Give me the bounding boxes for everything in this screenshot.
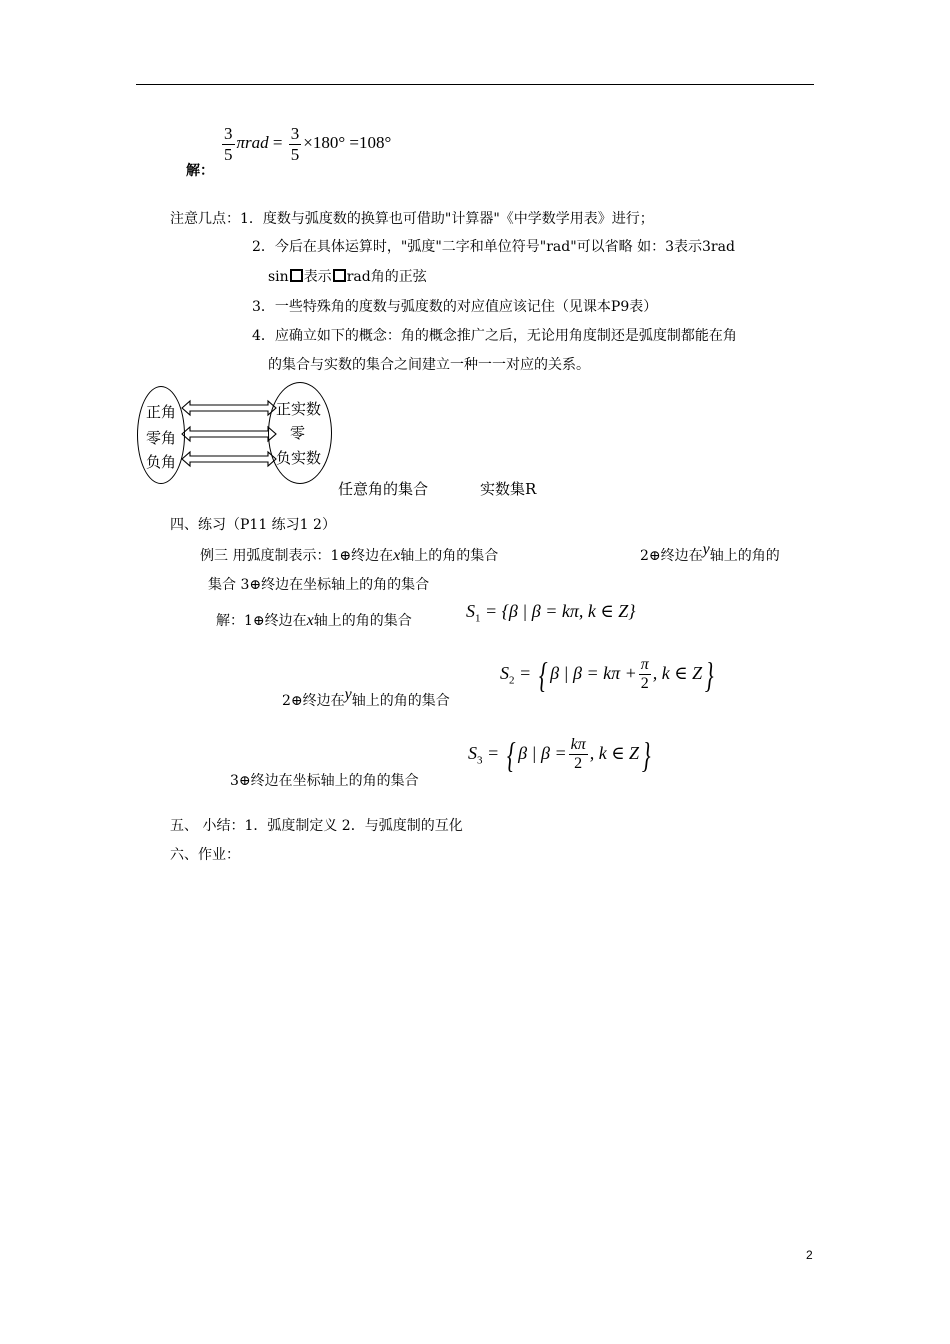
s2-symbol: S: [500, 663, 509, 684]
left-brace: {: [538, 654, 548, 695]
y-variable: y: [702, 541, 710, 558]
left-item-positive-angle: 正角: [146, 403, 177, 421]
solution1-text: [216, 610, 412, 630]
double-arrow-icon: [182, 427, 276, 441]
s2-pre: β | β = kπ +: [550, 663, 637, 684]
header-rule: [136, 84, 814, 85]
ex-text-c: 2⊕终边在: [640, 548, 703, 564]
s1-body: = {β | β = kπ, k ∈ Z}: [485, 601, 636, 621]
x-variable: x: [306, 612, 314, 629]
example3-line1: [200, 545, 498, 565]
s3-symbol: S: [468, 743, 477, 764]
example3-line1-right: [640, 541, 780, 565]
sol2-text-a: 2⊕终边在: [282, 693, 345, 709]
right-item-zero: 零: [290, 424, 306, 442]
note-4b: 的集合与实数的集合之间建立一种一一对应的关系。: [268, 357, 590, 373]
sol1-text-b: 轴上的角的集合: [313, 613, 412, 629]
placeholder-box: [333, 269, 346, 282]
equals-1: =: [272, 132, 283, 152]
s2-frac-num: π: [639, 656, 651, 675]
set-s3-formula: $S_3$ = { β | β = $\frac{k\pi}{2}$ , k ∈ Z}: [468, 734, 651, 775]
equals-108: =108°: [349, 132, 392, 152]
correspondence-arrows: [180, 396, 280, 472]
right-item-negative-real: 负实数: [276, 449, 322, 467]
sol2-text-b: 轴上的角的集合: [351, 693, 450, 709]
frac2-num: 3: [290, 124, 300, 143]
s3-post: , k ∈ Z: [589, 743, 640, 764]
note-1: 注意几点：1．度数与弧度数的换算也可借助"计算器"《中学数学用表》进行；: [170, 211, 654, 227]
ex-text-a: 例三 用弧度制表示：1⊕终边在: [200, 548, 394, 564]
note-3: 3．一些特殊角的度数与弧度数的对应值应该记住（见课本P9表）: [252, 299, 658, 315]
right-brace: }: [704, 654, 714, 695]
note-2: 2．今后在具体运算时，"弧度"二字和单位符号"rad"可以省略 如：3表示3rad: [252, 239, 735, 255]
pi-rad: πrad: [236, 132, 269, 152]
solution-label: 解：: [186, 163, 214, 179]
note-2b: [268, 266, 427, 286]
represents-text: 表示: [303, 269, 332, 285]
left-item-negative-angle: 负角: [146, 453, 177, 471]
double-arrow-icon: [182, 401, 276, 415]
x-variable: x: [393, 547, 401, 564]
ex-text-d: 轴上的角的: [709, 548, 780, 564]
frac2-den: 5: [290, 144, 300, 164]
caption-angle-set: 任意角的集合: [338, 480, 429, 498]
set-s2-formula: $S_2$ = { β | β = kπ + $\frac{\pi}{2}$ , k ∈ Z}: [500, 654, 714, 695]
rad-sine-text: rad角的正弦: [346, 269, 427, 285]
sol1-text-a: 解：1⊕终边在: [216, 613, 307, 629]
sin-text: sin: [268, 269, 289, 285]
page-number: 2: [806, 1248, 813, 1262]
s3-subscript: 3: [477, 754, 483, 767]
s3-frac-num: kπ: [569, 736, 588, 755]
section6-homework: 六、作业：: [170, 847, 240, 863]
right-item-positive-real: 正实数: [276, 400, 322, 418]
frac1-num: 3: [224, 124, 233, 143]
s3-frac-den: 2: [574, 755, 583, 773]
solution2-text: [282, 686, 450, 710]
section4-title: 四、练习（P11 练习1 2）: [170, 517, 336, 533]
note-4a: 4．应确立如下的概念：角的概念推广之后，无论用角度制还是弧度制都能在角: [252, 328, 737, 344]
s3-pre: β | β =: [518, 743, 567, 764]
s2-post: , k ∈ Z: [652, 663, 703, 684]
frac1-den: 5: [224, 144, 233, 164]
placeholder-box: [290, 269, 303, 282]
solution3-text: 3⊕终边在坐标轴上的角的集合: [230, 773, 419, 789]
s2-frac-den: 2: [640, 675, 649, 693]
s1-subscript: 1: [475, 612, 481, 625]
times-180: ×180°: [303, 132, 346, 152]
s1-symbol: S: [466, 601, 475, 621]
right-brace: }: [641, 734, 651, 775]
s2-subscript: 2: [509, 674, 515, 687]
y-variable: y: [344, 686, 352, 703]
double-arrow-icon: [182, 452, 276, 466]
set-s1-formula: [466, 601, 635, 625]
left-brace: {: [506, 734, 516, 775]
ex-text-b: 轴上的角的集合: [400, 548, 499, 564]
caption-real-set: 实数集R: [480, 480, 537, 498]
solution-formula: [220, 124, 391, 164]
section5-summary: 五、 小结：1．弧度制定义 2．与弧度制的互化: [170, 818, 463, 834]
example3-line2: 集合 3⊕终边在坐标轴上的角的集合: [208, 577, 430, 593]
left-item-zero-angle: 零角: [146, 429, 177, 447]
